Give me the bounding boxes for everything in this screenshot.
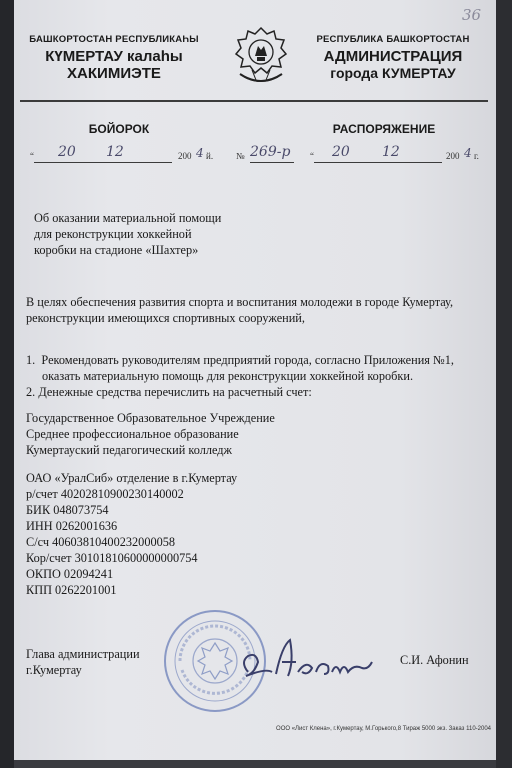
recipient-line: Кумертауский педагогический колледж xyxy=(26,443,233,457)
item-number: 2. xyxy=(26,385,36,399)
doc-number xyxy=(236,144,306,166)
subject-line: Об оказании материальной помощи xyxy=(34,211,222,225)
header-right xyxy=(298,34,488,81)
date-right-month: 12 xyxy=(382,144,400,160)
date-right-day: 20 xyxy=(332,144,350,160)
item-number: 1. xyxy=(26,353,36,367)
item-text: Денежные средства перечислить на расчетный счет: xyxy=(38,385,312,399)
doc-type-right: РАСПОРЯЖЕНИЕ xyxy=(332,122,436,136)
page-number: 36 xyxy=(462,6,482,24)
header-left xyxy=(14,34,214,82)
signatory-title-line: Глава администрации xyxy=(26,647,140,661)
subject-line: для реконструкции хоккейной xyxy=(34,227,192,241)
header-left-body: ХАКИМИЭТЕ xyxy=(67,65,161,82)
date-left-suffix: й. xyxy=(206,151,214,161)
header-left-republic: БАШКОРТОСТАН РЕСПУБЛИКАҺЫ xyxy=(29,34,199,45)
header-right-body: АДМИНИСТРАЦИЯ xyxy=(323,48,463,65)
handwritten-signature xyxy=(236,632,376,692)
recipient-line: Среднее профессиональное образование xyxy=(26,427,239,441)
bank-line: р/счет 40202810900230140002 xyxy=(26,487,184,501)
date-right: “ 20 12 200 4 г. xyxy=(310,144,479,161)
list-item xyxy=(26,352,491,368)
header-divider xyxy=(20,100,488,102)
date-left-month: 12 xyxy=(106,144,124,160)
header-right-city: города КУМЕРТАУ xyxy=(330,65,456,81)
bank-line: ИНН 0262001636 xyxy=(26,519,118,533)
subject-line: коробки на стадионе «Шахтер» xyxy=(34,243,199,257)
date-right-suffix: г. xyxy=(474,151,479,161)
doc-number-value: 269-р xyxy=(250,144,291,160)
date-left-year-digit: 4 xyxy=(196,146,204,160)
bashkortostan-coat-of-arms-icon xyxy=(234,26,288,88)
doc-number-prefix: № xyxy=(236,151,245,161)
signatory-title-line: г.Кумертау xyxy=(26,663,82,677)
binding-shadow xyxy=(0,0,14,768)
preamble xyxy=(26,294,496,326)
signatory-title xyxy=(26,646,140,678)
header-right-republic: РЕСПУБЛИКА БАШКОРТОСТАН xyxy=(316,34,470,45)
bank-line: КПП 0262201001 xyxy=(26,583,117,597)
preamble-line: реконструкции имеющихся спортивных сооружений, xyxy=(26,311,305,325)
date-right-year-prefix: 200 xyxy=(446,151,460,161)
item-continuation: оказать материальную помощь для реконструкции хоккейной коробки. xyxy=(42,369,414,383)
bank-line: Кор/счет 30101810600000000754 xyxy=(26,551,198,565)
items-list xyxy=(26,352,491,400)
signatory-name: С.И. Афонин xyxy=(400,653,469,667)
document-page xyxy=(14,0,496,760)
date-left-day: 20 xyxy=(58,144,76,160)
bank-details xyxy=(26,470,237,598)
bank-line: БИК 048073754 xyxy=(26,503,109,517)
right-shadow xyxy=(496,0,512,768)
bank-line: С/сч 40603810400232000058 xyxy=(26,535,176,549)
date-right-year-digit: 4 xyxy=(464,146,472,160)
item-text: Рекомендовать руководителям предприятий города, согласно Приложения №1, xyxy=(41,353,454,367)
date-left: “ 20 12 200 4 й. xyxy=(30,144,214,161)
print-footer: ООО «Лист Клена», г.Кумертау, М.Горького,8 Тираж 5000 экз. Заказ 110-2004 xyxy=(276,726,491,732)
recipient-block xyxy=(26,410,275,458)
doc-type-left: БОЙОРОК xyxy=(88,122,150,136)
header-left-city: КҮМЕРТАУ калаһы xyxy=(45,48,183,65)
bank-line: ОКПО 02094241 xyxy=(26,567,114,581)
subject-block xyxy=(34,210,221,258)
recipient-line: Государственное Образовательное Учреждение xyxy=(26,411,275,425)
preamble-line: В целях обеспечения развития спорта и воспитания молодежи в городе Кумертау, xyxy=(26,295,454,309)
date-left-year-prefix: 200 xyxy=(178,151,192,161)
list-item xyxy=(26,384,491,400)
bank-line: ОАО «УралСиб» отделение в г.Кумертау xyxy=(26,471,238,485)
